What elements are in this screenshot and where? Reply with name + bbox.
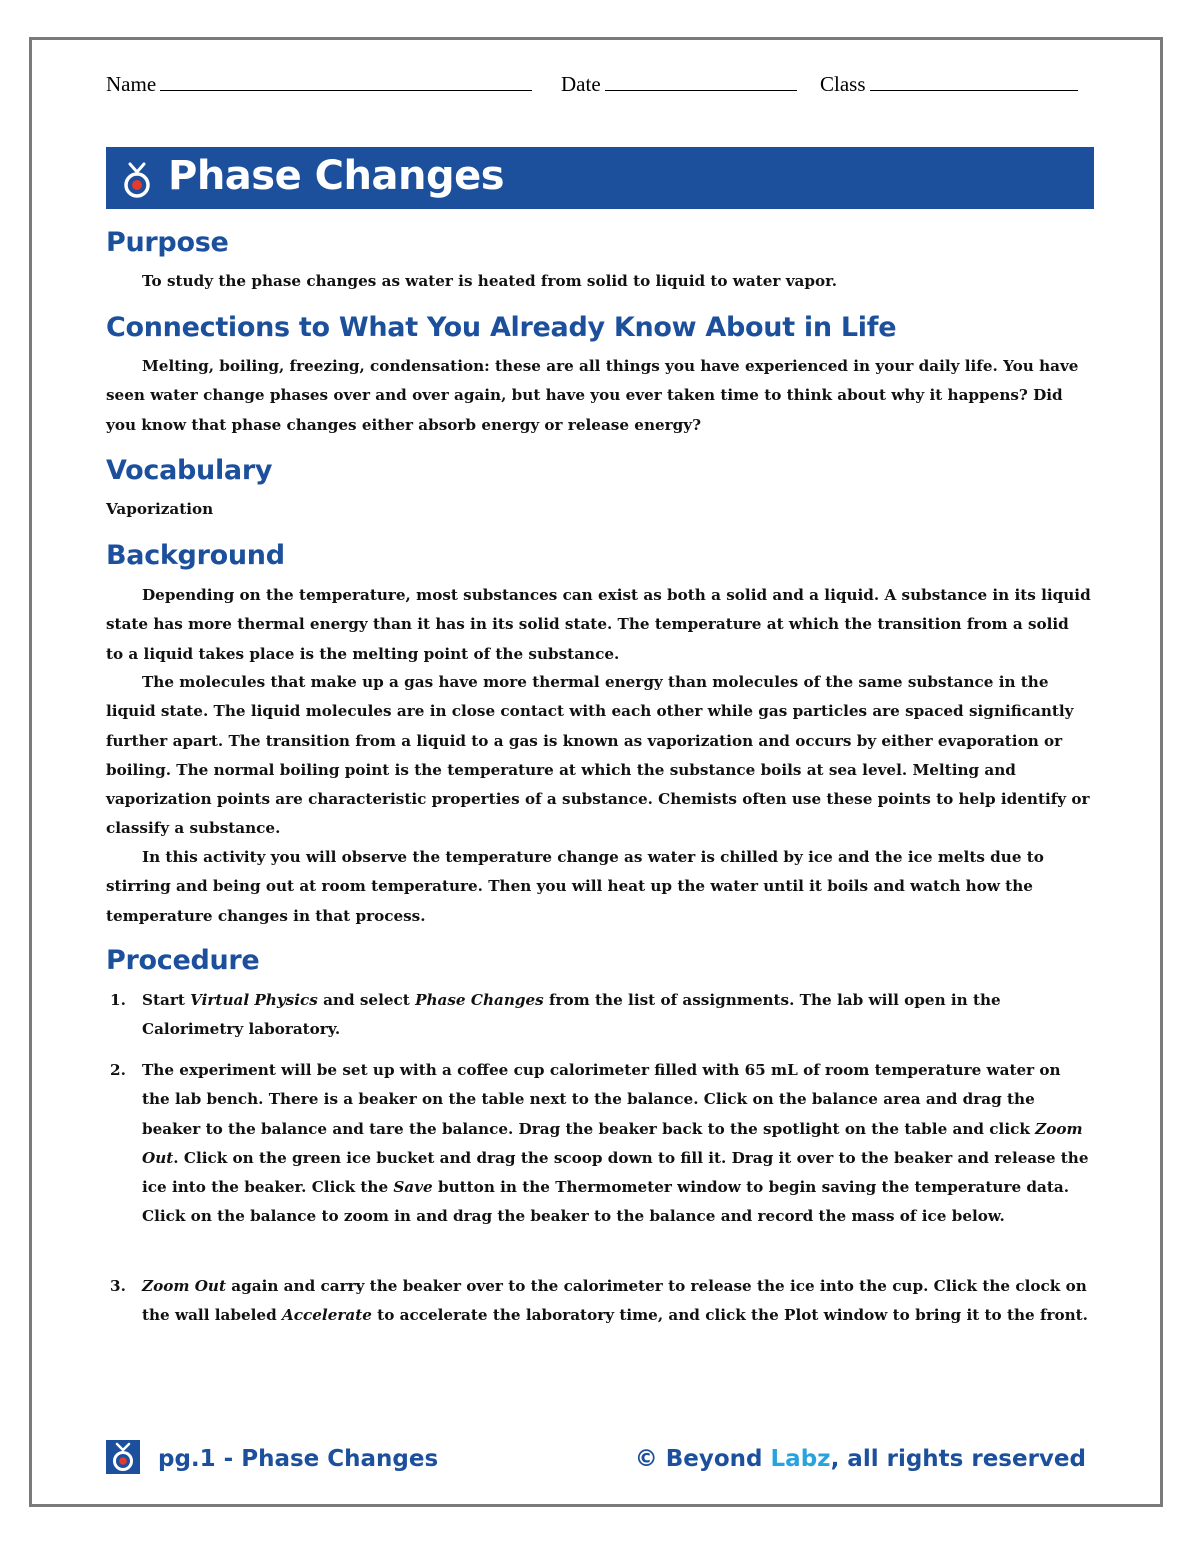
background-paragraph-3: In this activity you will observe the temperature change as water is chilled by ice and the ice melts due to stirring and being out at room temperature. Then you will heat up the water until it boils and watch how the temperature changes in that process. <box>106 848 1044 925</box>
name-line[interactable] <box>160 72 532 91</box>
background-paragraph-1: Depending on the temperature, most substances can exist as both a solid and a liquid. A substance in its liquid state has more thermal energy than it has in its solid state. The temperature at which the transition from a solid to a liquid takes place is the melting point of the substance. <box>106 586 1091 663</box>
title-banner <box>106 147 1094 209</box>
beaker-logo-icon <box>106 1440 140 1474</box>
footer-logo-icon <box>106 1440 140 1474</box>
step-text: Start Virtual Physics and select Phase Changes from the list of assignments. The lab will open in the Calorimetry laboratory. <box>142 991 1001 1039</box>
copyright-notice: © Beyond Labz, all rights reserved <box>634 1446 1086 1472</box>
step-text: The experiment will be set up with a coffee cup calorimeter filled with 65 mL of room temperature water on the lab bench. There is a beaker on the table next to the balance. Click on the balance area and drag the beaker to the balance and tare the balance. Drag the beaker back to the spotlight on the table and click Zoom Out. Click on the green ice bucket and drag the scoop down to fill it. Drag it over to the beaker and release the ice into the beaker. Click the Save button in the Thermometer window to begin saving the temperature data. Click on the balance to zoom in and drag the beaker to the balance and record the mass of ice below. <box>142 1061 1089 1226</box>
class-line[interactable] <box>870 72 1078 91</box>
class-label: Class <box>820 72 866 96</box>
step-number: 1. <box>110 991 126 1009</box>
vocabulary-term: Vaporization <box>106 500 214 518</box>
procedure-heading: Procedure <box>106 945 260 976</box>
connections-text: Melting, boiling, freezing, condensation: these are all things you have experienced in your daily life. You have seen water change phases over and over again, but have you ever taken time to think about why it happens? Did you know that phase changes either absorb energy or release energy? <box>106 357 1079 434</box>
date-label: Date <box>561 72 601 96</box>
student-info-bar <box>106 72 1096 100</box>
date-field[interactable] <box>561 72 797 97</box>
vocabulary-heading: Vocabulary <box>106 455 273 486</box>
purpose-heading: Purpose <box>106 227 229 258</box>
labz-brand: Labz <box>770 1446 831 1472</box>
name-label: Name <box>106 72 157 96</box>
date-line[interactable] <box>605 72 797 91</box>
connections-heading: Connections to What You Already Know About in Life <box>106 312 897 343</box>
beaker-logo-icon <box>120 161 154 199</box>
class-field[interactable] <box>820 72 1078 97</box>
page-title: Phase Changes <box>168 153 505 199</box>
name-field[interactable] <box>106 72 532 97</box>
step-number: 3. <box>110 1277 126 1295</box>
page-footer <box>106 1440 1086 1484</box>
purpose-text: To study the phase changes as water is heated from solid to liquid to water vapor. <box>142 272 837 290</box>
background-paragraph-2: The molecules that make up a gas have more thermal energy than molecules of the same substance in the liquid state. The liquid molecules are in close contact with each other while gas particles are spaced significantly further apart. The transition from a liquid to a gas is known as vaporization and occurs by either evaporation or boiling. The normal boiling point is the temperature at which the substance boils at sea level. Melting and vaporization points are characteristic properties of a substance. Chemists often use these points to help identify or classify a substance. <box>106 673 1090 838</box>
step-text: Zoom Out again and carry the beaker over to the calorimeter to release the ice into the cup. Click the clock on the wall labeled Accelerate to accelerate the laboratory time, and click the Plot window to bring it to the front. <box>142 1277 1088 1325</box>
background-heading: Background <box>106 540 285 571</box>
step-number: 2. <box>110 1061 126 1079</box>
page-number-label: pg.1 - Phase Changes <box>158 1446 439 1472</box>
